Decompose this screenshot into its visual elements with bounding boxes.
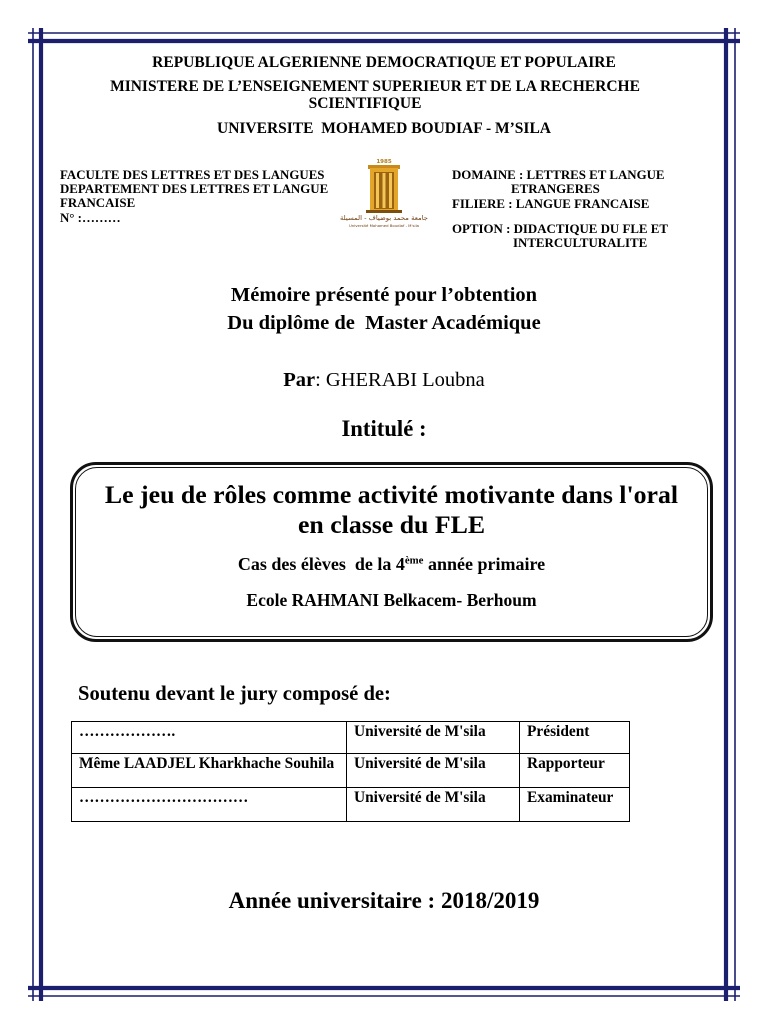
header-ministry-line1: MINISTERE DE L’ENSEIGNEMENT SUPERIEUR ET DE LA RECHERCHE [110, 78, 640, 95]
domain-line2: ETRANGERES [511, 182, 600, 196]
author-line [0, 368, 768, 392]
case-study-suffix: année primaire [423, 554, 546, 574]
case-study-line [70, 554, 713, 575]
case-study-text: Cas des élèves de la 4 [237, 554, 405, 574]
memoire-line2: Du diplôme de Master Académique [227, 312, 541, 334]
jury-member-institution: Université de M'sila [347, 788, 520, 822]
jury-table [71, 721, 630, 822]
header-republic: REPUBLIQUE ALGERIENNE DEMOCRATIQUE ET POPULAIRE [152, 54, 616, 71]
jury-member-name: ………………. [72, 722, 347, 754]
header-university: UNIVERSITE MOHAMED BOUDIAF - M’SILA [217, 120, 551, 137]
grade-superscript: ème [404, 554, 424, 567]
school-name: Ecole RAHMANI Belkacem- Berhoum [246, 590, 537, 610]
table-row [72, 722, 630, 754]
document-number: N° :……… [60, 211, 121, 225]
jury-member-role: Examinateur [520, 788, 630, 822]
author-name: : GHERABI Loubna [315, 369, 485, 391]
department-line2: FRANCAISE [60, 196, 136, 210]
jury-member-institution: Université de M'sila [347, 722, 520, 754]
academic-year: Année universitaire : 2018/2019 [228, 888, 540, 913]
jury-member-institution: Université de M'sila [347, 754, 520, 788]
jury-member-role: Rapporteur [520, 754, 630, 788]
table-row [72, 788, 630, 822]
table-row [72, 754, 630, 788]
jury-member-name: …………………………… [72, 788, 347, 822]
logo-gate-column-right [389, 173, 392, 208]
logo-gate-column-left [376, 173, 379, 208]
logo-name-arabic: جامعة محمد بوضياف - المسيلة [340, 214, 428, 222]
domain-line1: DOMAINE : LETTRES ET LANGUE [452, 168, 665, 182]
logo-gate-base [366, 210, 402, 213]
logo-year: 1985 [376, 159, 392, 165]
filiere: FILIERE : LANGUE FRANCAISE [452, 197, 650, 211]
author-label: Par [283, 369, 316, 391]
jury-member-role: Président [520, 722, 630, 754]
faculty-name: FACULTE DES LETTRES ET DES LANGUES [60, 168, 325, 182]
university-logo [335, 157, 433, 229]
jury-member-name: Même LAADJEL Kharkhache Souhila [72, 754, 347, 788]
memoire-line1: Mémoire présenté pour l’obtention [230, 284, 538, 306]
department-line1: DEPARTEMENT DES LETTRES ET LANGUE [60, 182, 329, 196]
option-line1: OPTION : DIDACTIQUE DU FLE ET [452, 222, 668, 236]
header-ministry-line2: SCIENTIFIQUE [308, 95, 422, 112]
jury-heading: Soutenu devant le jury composé de: [78, 683, 391, 705]
logo-name-french: Université Mohamed Boudiaf - M'sila [349, 223, 419, 228]
option-line2: INTERCULTURALITE [513, 236, 648, 250]
thesis-title-line1: Le jeu de rôles comme activité motivante dans l'oral [104, 480, 679, 509]
logo-gate-column-middle [383, 173, 386, 208]
title-label: Intitulé : [341, 416, 427, 441]
thesis-title-line2: en classe du FLE [297, 510, 486, 539]
